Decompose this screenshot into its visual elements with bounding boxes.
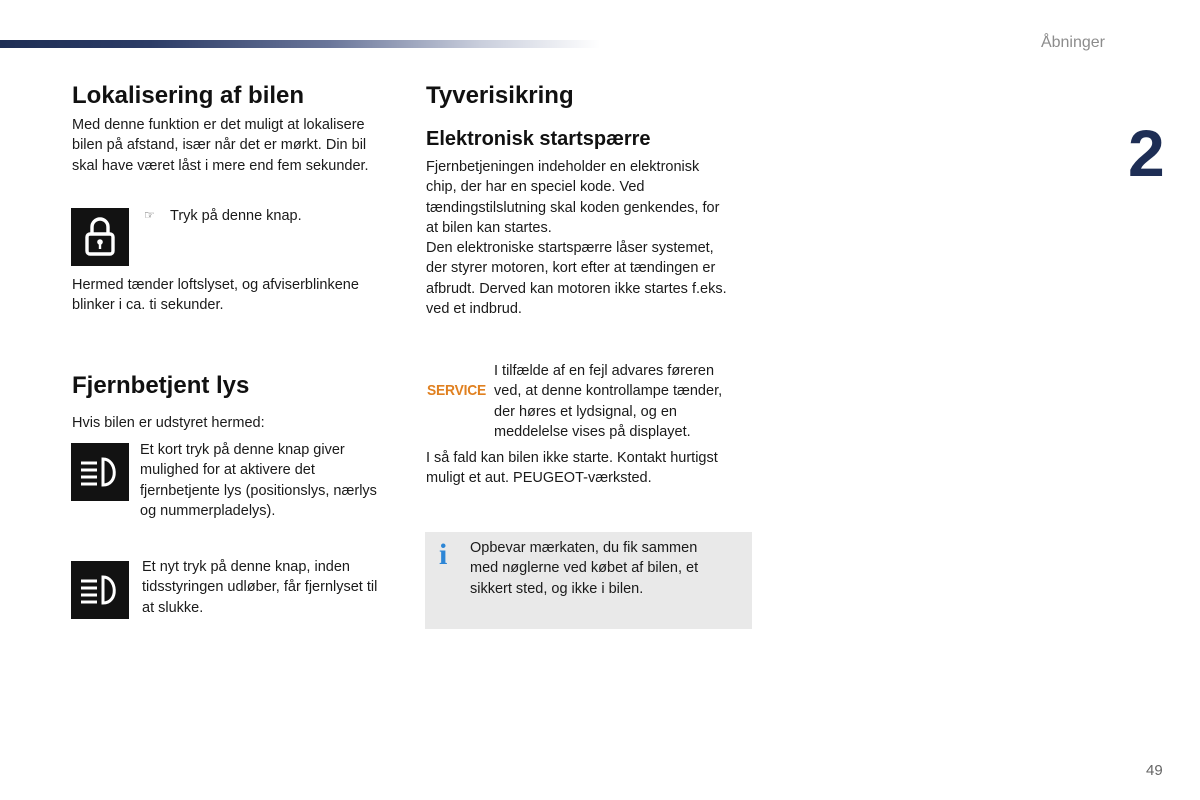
lights-heading: Fjernbetjent lys <box>72 372 250 399</box>
section-title: Åbninger <box>1040 34 1105 51</box>
lights-press1: Et kort tryk på denne knap giver mulighed for at aktivere det fjernbetjente lys (positionslys, nærlys og nummerpladelys). <box>140 442 377 519</box>
lights-press2: Et nyt tryk på denne knap, inden tidsstyringen udløber, får fjernlyset til at slukke. <box>142 559 378 616</box>
locate-intro: Med denne funktion er det muligt at lokalisere bilen på afstand, især når det er mørkt. Din bil skal have været låst i mere end fem sekunder. <box>72 117 369 174</box>
locate-step: Tryk på denne knap. <box>170 208 302 224</box>
page-number: 49 <box>1146 762 1163 779</box>
headlight-icon <box>77 572 123 608</box>
lock-button-image <box>71 208 129 266</box>
finger-bullet-icon: ☞ <box>144 208 155 222</box>
antitheft-heading: Tyverisikring <box>426 82 574 109</box>
light-button-image-2 <box>71 561 129 619</box>
headlight-icon <box>77 454 123 490</box>
locate-result: Hermed tænder loftslyset, og afviserblinkene blinker i ca. ti sekunder. <box>72 277 359 314</box>
info-icon: i <box>439 538 448 571</box>
chapter-number: 2 <box>1128 116 1165 190</box>
header-gradient-bar <box>0 40 600 48</box>
immobiliser-fault-text: I så fald kan bilen ikke starte. Kontakt hurtigst muligt et aut. PEUGEOT-værksted. <box>426 450 718 487</box>
lights-intro: Hvis bilen er udstyret hermed: <box>72 415 265 431</box>
immobiliser-subheading: Elektronisk startspærre <box>426 128 651 150</box>
service-warning-icon: SERVICE <box>427 382 487 399</box>
info-note-text: Opbevar mærkaten, du fik sammen med nøglerne ved købet af bilen, et sikkert sted, og ikke i bilen. <box>470 540 699 597</box>
locate-heading: Lokalisering af bilen <box>72 82 305 109</box>
service-warning-text: I tilfælde af en fejl advares føreren ved, at denne kontrollampe tænder, der høres et lydsignal, og en meddelelse vises på displayet. <box>494 363 723 440</box>
lock-icon <box>80 214 120 260</box>
immobiliser-text: Fjernbetjeningen indeholder en elektronisk chip, der har en speciel kode. Ved tændingstilslutning skal koden genkendes, for at bilen kan startes. Den elektroniske startspærre låser systemet, der styrer motoren, kort efter at tændingen er afbrudt. Derved kan motoren ikke startes f.eks. ved et indbrud. <box>426 159 727 318</box>
light-button-image-1 <box>71 443 129 501</box>
